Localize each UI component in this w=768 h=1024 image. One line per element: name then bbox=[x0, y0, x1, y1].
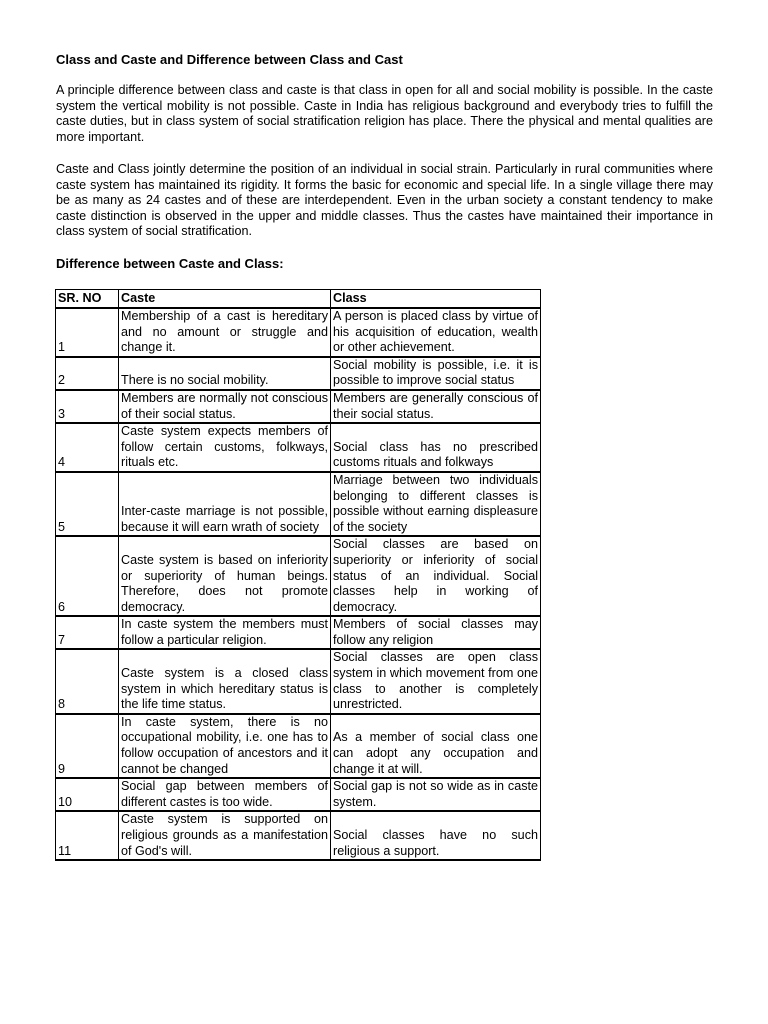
paragraph-2: Caste and Class jointly determine the position of an individual in social strain. Particularly in rural communities where caste system has maintained its rigidity. It forms the basic for economic and special life. In a single village there may be as many as 24 castes and of these are interdependent. Even in the urban society a constant tendency to make caste distinction is observed in the upper and middle classes. Thus the castes have maintained their importance in class system of social stratification. bbox=[56, 162, 713, 239]
cell-caste: Caste system is a closed class system in which hereditary status is the life time status. bbox=[119, 650, 331, 714]
cell-caste: In caste system, there is no occupational mobility, i.e. one has to follow occupation of ancestors and it cannot be changed bbox=[119, 715, 331, 779]
cell-sr-no: 9 bbox=[56, 715, 119, 779]
header-sr-no: SR. NO bbox=[56, 290, 119, 309]
cell-sr-no: 1 bbox=[56, 309, 119, 358]
cell-class: As a member of social class one can adopt any occupation and change it at will. bbox=[331, 715, 541, 779]
table-row bbox=[56, 537, 541, 617]
paragraph-1: A principle difference between class and caste is that class in open for all and social mobility is possible. In the caste system the vertical mobility is not possible. Caste in India has religious background and everybody tries to fulfill the caste duties, but in class system of social stratification religion has place. There the physical and mental qualities are more important. bbox=[56, 83, 713, 144]
table-row bbox=[56, 650, 541, 714]
cell-sr-no: 8 bbox=[56, 650, 119, 714]
cell-caste: Members are normally not conscious of their social status. bbox=[119, 391, 331, 424]
comparison-table bbox=[55, 289, 541, 861]
table-row bbox=[56, 812, 541, 861]
cell-caste: In caste system the members must follow a particular religion. bbox=[119, 617, 331, 650]
cell-class: Social classes have no such religious a support. bbox=[331, 812, 541, 861]
table-row bbox=[56, 424, 541, 473]
cell-class: Social mobility is possible, i.e. it is possible to improve social status bbox=[331, 358, 541, 391]
cell-caste: Social gap between members of different castes is too wide. bbox=[119, 779, 331, 812]
cell-class: Marriage between two individuals belonging to different classes is possible without earning displeasure of the society bbox=[331, 473, 541, 537]
cell-class: Social classes are based on superiority or inferiority of social status of an individual. Social classes help in working of democracy. bbox=[331, 537, 541, 617]
header-caste: Caste bbox=[119, 290, 331, 309]
table-row bbox=[56, 473, 541, 537]
document-title: Class and Caste and Difference between Class and Cast bbox=[56, 52, 403, 67]
cell-class: Social gap is not so wide as in caste system. bbox=[331, 779, 541, 812]
cell-caste: Inter-caste marriage is not possible, because it will earn wrath of society bbox=[119, 473, 331, 537]
header-class: Class bbox=[331, 290, 541, 309]
cell-sr-no: 4 bbox=[56, 424, 119, 473]
table-row bbox=[56, 358, 541, 391]
table-row bbox=[56, 309, 541, 358]
section-subtitle: Difference between Caste and Class: bbox=[56, 256, 284, 271]
cell-caste: Caste system is supported on religious grounds as a manifestation of God's will. bbox=[119, 812, 331, 861]
table-row bbox=[56, 715, 541, 779]
cell-class: A person is placed class by virtue of his acquisition of education, wealth or other achievement. bbox=[331, 309, 541, 358]
table-header-row bbox=[56, 290, 541, 309]
cell-class: Social classes are open class system in which movement from one class to another is completely unrestricted. bbox=[331, 650, 541, 714]
cell-class: Members of social classes may follow any religion bbox=[331, 617, 541, 650]
cell-sr-no: 10 bbox=[56, 779, 119, 812]
cell-caste: Caste system expects members of follow certain customs, folkways, rituals etc. bbox=[119, 424, 331, 473]
table-row bbox=[56, 617, 541, 650]
cell-class: Members are generally conscious of their social status. bbox=[331, 391, 541, 424]
table-row bbox=[56, 779, 541, 812]
cell-sr-no: 11 bbox=[56, 812, 119, 861]
cell-sr-no: 6 bbox=[56, 537, 119, 617]
cell-sr-no: 3 bbox=[56, 391, 119, 424]
cell-class: Social class has no prescribed customs rituals and folkways bbox=[331, 424, 541, 473]
cell-sr-no: 5 bbox=[56, 473, 119, 537]
cell-caste: Membership of a cast is hereditary and no amount or struggle and change it. bbox=[119, 309, 331, 358]
cell-caste: Caste system is based on inferiority or superiority of human beings. Therefore, does not promote democracy. bbox=[119, 537, 331, 617]
table-row bbox=[56, 391, 541, 424]
cell-sr-no: 7 bbox=[56, 617, 119, 650]
cell-sr-no: 2 bbox=[56, 358, 119, 391]
cell-caste: There is no social mobility. bbox=[119, 358, 331, 391]
